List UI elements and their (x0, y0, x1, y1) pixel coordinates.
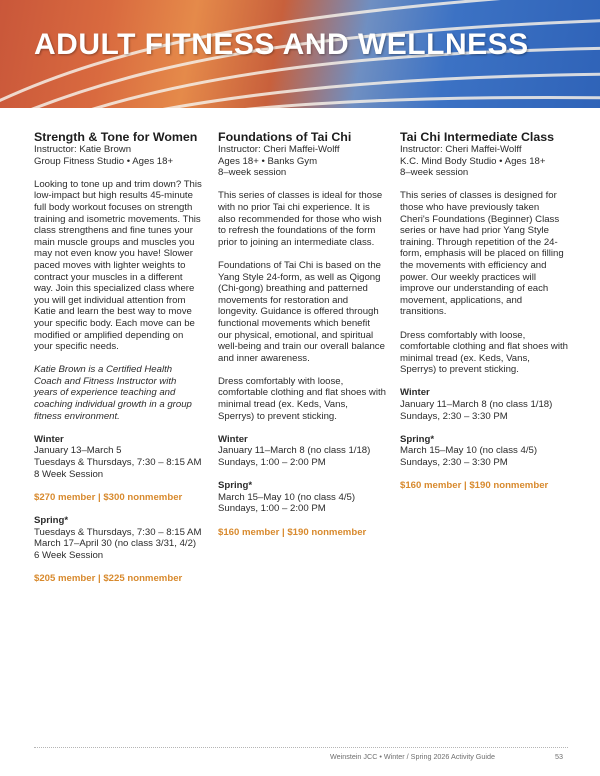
winter-dates: January 11–March 8 (no class 1/18) (400, 399, 553, 411)
class-session: 8–week session (218, 167, 287, 179)
class-price: $160 member | $190 nonmember (400, 480, 549, 492)
winter-times: Tuesdays & Thursdays, 7:30 – 8:15 AM (34, 457, 202, 469)
class-title: Tai Chi Intermediate Class (400, 130, 555, 144)
footer-text: Weinstein JCC • Winter / Spring 2026 Activity Guide (330, 752, 495, 761)
spring-times: Sundays, 2:30 – 3:30 PM (400, 457, 508, 469)
class-description: Foundations of Tai Chi is based on the Yang Style 24-form, as well as Qigong (Chi-gong) breathing and patterned movements for restoration and longevity. Guidance is offered through functional movements which benefit our physical, emotional, and spiritual well-being and train our overall balance and inner awareness. (218, 259, 385, 364)
winter-times: Sundays, 1:00 – 2:00 PM (218, 457, 326, 469)
class-meta: K.C. Mind Body Studio • Ages 18+ (400, 155, 546, 167)
class-description: Looking to tone up and trim down? This low-impact but high results 45-minute full body workout focuses on strength training and isometric movements. This class strengthens and fine tunes your main muscle groups and muscles you may not even know you have! Slower paced moves with lighter weights to contract your muscles in a different way. Join this specialized class where you will get individual attention from Katie and learn the best way to move your specific body. Each move can be modified or amplified depending on your specific needs. (34, 178, 202, 353)
class-instructor: Instructor: Cheri Maffei-Wolff (400, 144, 522, 155)
class-description: This series of classes is ideal for those with no prior Tai chi experience. It is also recommended for those who wish to refresh the foundations of the form prior to joining an intermediate class. (218, 190, 383, 248)
season-label-winter: Winter (400, 387, 430, 399)
spring-session: 6 Week Session (34, 549, 104, 561)
class-meta: Group Fitness Studio • Ages 18+ (34, 155, 174, 167)
spring-dates: March 17–April 30 (no class 3/31, 4/2) (34, 538, 197, 550)
winter-session: 8 Week Session (34, 468, 104, 480)
dress-note: Dress comfortably with loose, comfortable clothing and flat shoes with minimal tread (ex. Keds, Vans, Sperrys) to prevent sticking. (218, 375, 386, 422)
class-meta: Ages 18+ • Banks Gym (218, 155, 318, 167)
class-instructor: Instructor: Katie Brown (34, 144, 132, 155)
class-title: Strength & Tone for Women (34, 130, 198, 144)
class-description: This series of classes is designed for those who have previously taken Cheri's Foundations (Beginner) Class series or have had prior Yang Style training. Through repetition of the 24-form, emphasis will be placed on filling the movements with efficiency and power. Our weekly practices will improve our understanding of each movement, applications, and transitions. (400, 190, 564, 318)
page-title: ADULT FITNESS AND WELLNESS (34, 28, 529, 61)
spring-price: $205 member | $225 nonmember (34, 572, 183, 584)
spring-times: Sundays, 1:00 – 2:00 PM (218, 503, 326, 515)
class-column-tai-chi-intermediate (400, 130, 568, 492)
class-session: 8–week session (400, 167, 469, 179)
season-label-spring: Spring* (400, 433, 435, 445)
winter-price: $270 member | $300 nonmember (34, 491, 183, 503)
winter-dates: January 11–March 8 (no class 1/18) (218, 445, 371, 457)
class-price: $160 member | $190 nonmember (218, 526, 367, 538)
header-banner (0, 0, 600, 108)
spring-times: Tuesdays & Thursdays, 7:30 – 8:15 AM (34, 526, 202, 538)
winter-dates: January 13–March 5 (34, 445, 122, 457)
instructor-bio: Katie Brown is a Certified Health Coach and Fitness Instructor with years of experience teaching and coaching individual growth in a group fitness environment. (34, 364, 192, 422)
dress-note: Dress comfortably with loose, comfortable clothing and flat shoes with minimal tread (ex. Keds, Vans, Sperrys) to prevent sticking. (400, 329, 568, 376)
footer-divider (34, 747, 568, 748)
class-column-strength-tone (34, 130, 202, 585)
season-label-winter: Winter (34, 433, 64, 445)
spring-dates: March 15–May 10 (no class 4/5) (218, 491, 356, 503)
page-number: 53 (555, 752, 563, 761)
spring-dates: March 15–May 10 (no class 4/5) (400, 445, 538, 457)
class-instructor: Instructor: Cheri Maffei-Wolff (218, 144, 340, 155)
season-label-winter: Winter (218, 433, 248, 445)
winter-times: Sundays, 2:30 – 3:30 PM (400, 410, 508, 422)
season-label-spring: Spring* (218, 480, 253, 492)
class-title: Foundations of Tai Chi (218, 130, 352, 144)
class-column-tai-chi-foundations (218, 130, 386, 538)
season-label-spring: Spring* (34, 515, 69, 526)
